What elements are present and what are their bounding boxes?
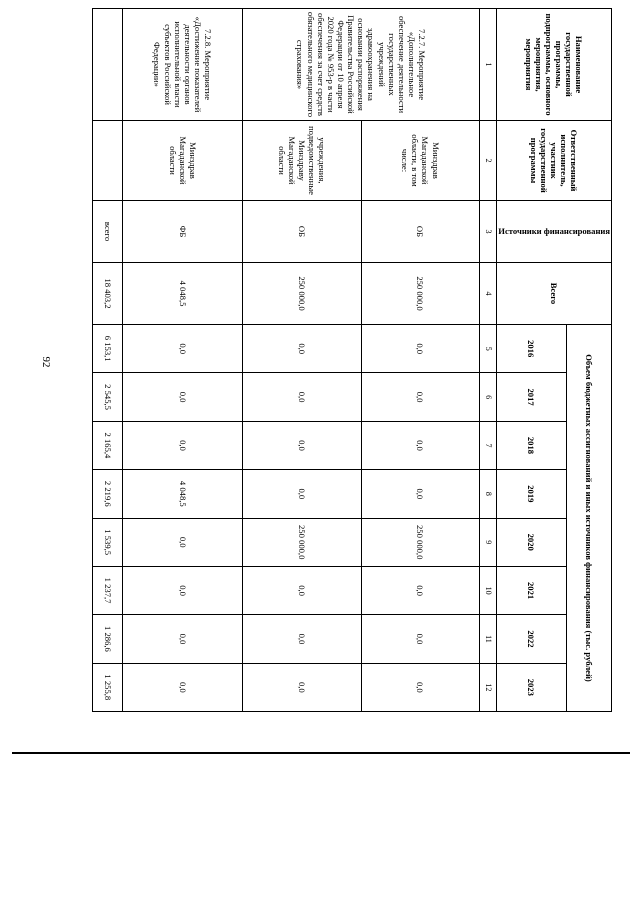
total-row	[93, 9, 123, 712]
row-727-sub-2020: 250 000,0	[243, 518, 361, 566]
row-727-sub-source: ОБ	[243, 201, 361, 263]
row-727-sub-responsible: учреждения, подведомственные Минздраву Магаданской области	[243, 121, 361, 201]
total-2020: 1 539,5	[93, 518, 123, 566]
year-2023: 2023	[497, 663, 567, 711]
total-source: всего	[93, 201, 123, 263]
row-727-sub-2021: 0,0	[243, 566, 361, 614]
header-volume: Объем бюджетных ассигнований и иных источников финансирования (тыс. рублей)	[566, 325, 611, 712]
total-2022: 1 286,6	[93, 615, 123, 663]
row-728-2020: 0,0	[123, 518, 243, 566]
row-727-2021: 0,0	[361, 566, 479, 614]
year-2019: 2019	[497, 470, 567, 518]
row-727-name: 7.2.7. Мероприятие «Дополнительное обеспечение деятельности государственных учреждений здравоохранения на основании распоряжения Правительства Российской Федерации от 10 апреля 2020 года № 953-р в части обеспечения за счет средств обязательного медицинского страхования»	[243, 9, 480, 121]
row-728-responsible: Минздрав Магаданской области	[123, 121, 243, 201]
row-728-2019: 4 048,5	[123, 470, 243, 518]
col-num-3: 3	[479, 201, 496, 263]
row-727-2017: 0,0	[361, 373, 479, 421]
row-727-sub-2018: 0,0	[243, 421, 361, 469]
col-num-5: 5	[479, 325, 496, 373]
col-num-7: 7	[479, 421, 496, 469]
page-number: 92	[40, 356, 52, 368]
col-num-12: 12	[479, 663, 496, 711]
header-total: Всего	[497, 263, 612, 325]
year-2017: 2017	[497, 373, 567, 421]
total-total: 18 403,2	[93, 263, 123, 325]
row-727-2018: 0,0	[361, 421, 479, 469]
year-2016: 2016	[497, 325, 567, 373]
row-728-2022: 0,0	[123, 615, 243, 663]
row-728-total: 4 048,5	[123, 263, 243, 325]
row-728-2023: 0,0	[123, 663, 243, 711]
row-727-sub-2022: 0,0	[243, 615, 361, 663]
row-728-name: 7.2.8. Мероприятие «Достижение показателей деятельности органов исполнительной власти субъектов Российской Федерации»	[123, 9, 243, 121]
header-sources	[497, 201, 612, 263]
col-num-11: 11	[479, 615, 496, 663]
row-727-responsible: Минздрав Магаданской области, в том числе:	[361, 121, 479, 201]
row-727-2016: 0,0	[361, 325, 479, 373]
year-2018: 2018	[497, 421, 567, 469]
row-727-2020: 250 000,0	[361, 518, 479, 566]
header-row-1	[566, 9, 611, 712]
col-num-6: 6	[479, 373, 496, 421]
row-727-2023: 0,0	[361, 663, 479, 711]
rotated-table-container	[92, 8, 612, 712]
header-sources-label: Источники финансирования	[498, 226, 610, 237]
header-name: Наименование государственной программы, подпрограммы, основного мероприятия, мероприятия	[497, 9, 612, 121]
total-2016: 6 153,1	[93, 325, 123, 373]
row-728-2018: 0,0	[123, 421, 243, 469]
row-727-source: ОБ	[361, 201, 479, 263]
total-2018: 2 165,4	[93, 421, 123, 469]
col-num-8: 8	[479, 470, 496, 518]
total-2021: 1 237,7	[93, 566, 123, 614]
total-name	[93, 9, 123, 121]
col-num-4: 4	[479, 263, 496, 325]
total-2017: 2 545,5	[93, 373, 123, 421]
year-2022: 2022	[497, 615, 567, 663]
row-727-2019: 0,0	[361, 470, 479, 518]
column-number-row	[479, 9, 496, 712]
table-row	[361, 9, 479, 712]
year-2021: 2021	[497, 566, 567, 614]
col-num-1: 1	[479, 9, 496, 121]
financing-table	[92, 8, 612, 712]
year-2020: 2020	[497, 518, 567, 566]
total-2023: 1 255,8	[93, 663, 123, 711]
total-2019: 2 219,6	[93, 470, 123, 518]
row-727-sub-2023: 0,0	[243, 663, 361, 711]
col-num-2: 2	[479, 121, 496, 201]
row-727-sub-2019: 0,0	[243, 470, 361, 518]
table-row	[123, 9, 243, 712]
row-728-source: ФБ	[123, 201, 243, 263]
row-727-sub-total: 250 000,0	[243, 263, 361, 325]
row-727-2022: 0,0	[361, 615, 479, 663]
row-727-sub-2016: 0,0	[243, 325, 361, 373]
page-divider-line	[12, 752, 630, 754]
header-responsible: Ответственный исполнитель, участник государственной программы	[497, 121, 612, 201]
row-728-2016: 0,0	[123, 325, 243, 373]
row-728-2017: 0,0	[123, 373, 243, 421]
total-responsible	[93, 121, 123, 201]
row-727-total: 250 000,0	[361, 263, 479, 325]
col-num-9: 9	[479, 518, 496, 566]
col-num-10: 10	[479, 566, 496, 614]
row-728-2021: 0,0	[123, 566, 243, 614]
row-727-sub-2017: 0,0	[243, 373, 361, 421]
